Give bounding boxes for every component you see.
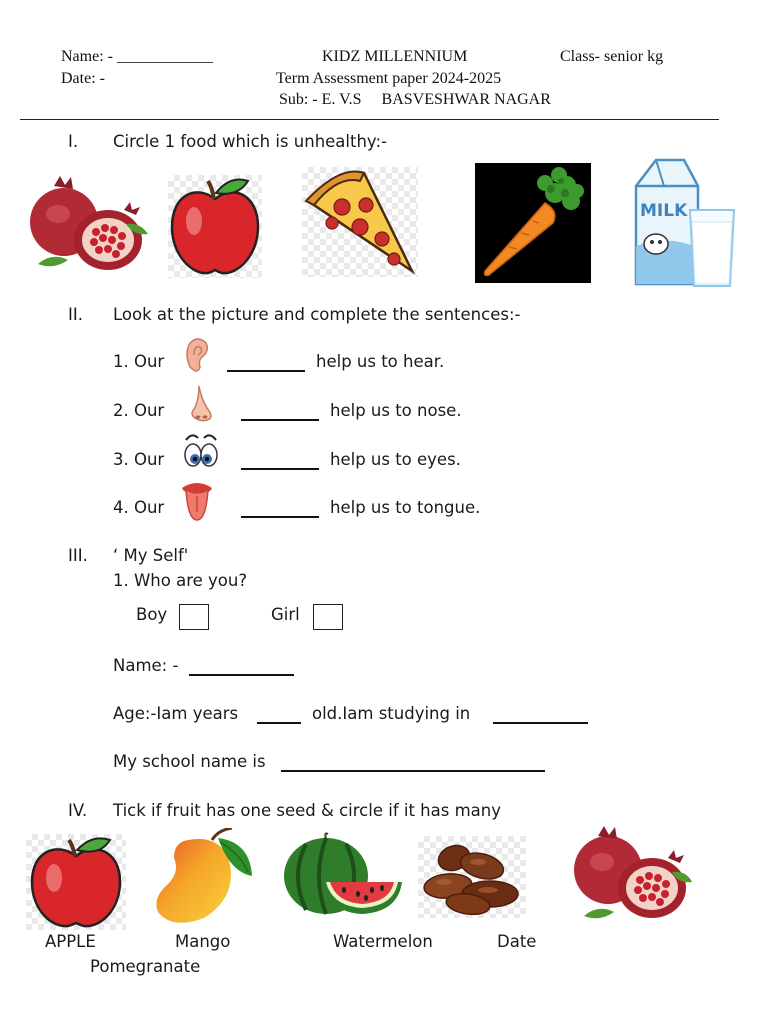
section-question: Tick if fruit has one seed & circle if it has many [113,801,501,820]
girl-checkbox[interactable] [313,604,343,630]
class-blank[interactable] [493,722,588,724]
answer-blank[interactable] [241,468,319,470]
milk-carton-image[interactable] [628,156,740,291]
section-title: ‘ My Self' [113,546,189,565]
subject-line: Sub: - E. V.S BASVESHWAR NAGAR [279,91,551,108]
school-name-label: My school name is [113,752,266,771]
name-blank[interactable] [189,674,294,676]
class-label: Class- senior kg [560,48,664,65]
milk-text: MILK [640,201,688,221]
apple-image[interactable] [26,834,126,930]
fruit-label-apple: APPLE [45,932,96,951]
school-name-blank[interactable] [281,770,545,772]
sentence-suffix: help us to nose. [330,401,462,420]
who-are-you-question: 1. Who are you? [113,571,248,590]
answer-blank[interactable] [227,370,305,372]
answer-blank[interactable] [241,516,319,518]
sentence-prefix: 3. Our [113,450,165,469]
date-label: Date: - [61,70,105,87]
fruit-label-pomegranate: Pomegranate [90,957,201,976]
sentence-prefix: 4. Our [113,498,165,517]
girl-label: Girl [271,605,300,624]
paper-title: Term Assessment paper 2024-2025 [276,70,502,87]
pomegranate-image[interactable] [28,172,150,282]
sentence-suffix: help us to tongue. [330,498,481,517]
sentence-prefix: 2. Our [113,401,165,420]
mango-image[interactable] [152,828,256,926]
name-label: Name: - [113,656,179,675]
studying-label: old.Iam studying in [312,704,471,723]
header-divider [20,119,719,120]
section-question: Look at the picture and complete the sentences:- [113,305,521,324]
answer-blank[interactable] [241,419,319,421]
ear-icon [182,335,210,375]
fruit-label-mango: Mango [175,932,231,951]
section-numeral: I. [68,132,79,151]
school-name: KIDZ MILLENNIUM [322,48,468,65]
eyes-icon [183,432,219,470]
fruit-label-watermelon: Watermelon [333,932,433,951]
age-label: Age:-Iam years [113,704,239,723]
pomegranate-image[interactable] [572,826,694,930]
nose-icon [187,384,215,424]
dates-image[interactable] [418,836,526,918]
boy-label: Boy [136,605,168,624]
sentence-prefix: 1. Our [113,352,165,371]
boy-checkbox[interactable] [179,604,209,630]
fruit-label-date: Date [497,932,537,951]
name-field-label: Name: - ____________ [61,48,213,65]
carrot-image[interactable] [475,163,591,283]
tongue-icon [180,480,214,522]
section-numeral: IV. [68,801,88,820]
section-question: Circle 1 food which is unhealthy:- [113,132,387,151]
apple-image[interactable] [168,175,262,278]
section-numeral: II. [68,305,83,324]
section-numeral: III. [68,546,88,565]
sentence-suffix: help us to hear. [316,352,445,371]
age-blank[interactable] [257,722,301,724]
watermelon-image[interactable] [282,832,404,918]
sentence-suffix: help us to eyes. [330,450,461,469]
pizza-slice-image[interactable] [302,167,418,277]
